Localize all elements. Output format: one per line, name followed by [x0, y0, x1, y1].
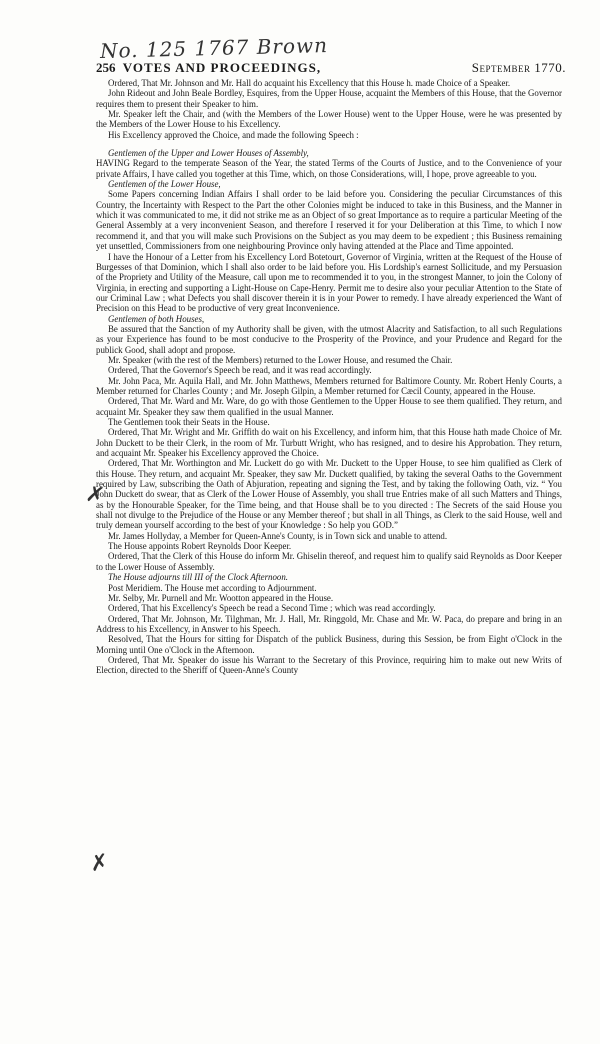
paragraph: Resolved, That the Hours for sitting for Dispatch of the publick Business, during this Session, be from Eight o'Clock in the Morning until One o'Clock in the Afternoon. [96, 634, 562, 655]
paragraph: Mr. Selby, Mr. Purnell and Mr. Wootton appeared in the House. [108, 592, 334, 603]
running-header [96, 60, 566, 76]
paragraph: Ordered, That Mr. Wright and Mr. Griffith do wait on his Excellency, and inform him, that this House hath made Choice of Mr. John Duckett to be their Clerk, in the room of Mr. Turbutt Wright, who has resigned, and to desire his Approbation. They return, and acquaint Mr. Speaker his Excellency approved the Choice. [96, 427, 562, 459]
paragraph: Mr. James Hollyday, a Member for Queen-Anne's County, is in Town sick and unable to attend. [108, 530, 448, 541]
manuscript-annotation: No. 125 1767 Brown [99, 33, 329, 63]
paragraph: Ordered, That the Governor's Speech be read, and it was read accordingly. [108, 365, 372, 376]
paragraph: Ordered, That Mr. Johnson, Mr. Tilghman, Mr. J. Hall, Mr. Ringgold, Mr. Chase and Mr. W. Paca, do prepare and bring in an Address to his Excellency, in Answer to his Speech. [96, 613, 562, 634]
salutation: Gentlemen of the Upper and Lower Houses of Assembly, [108, 148, 309, 159]
paragraph: Mr. Speaker left the Chair, and (with the Members of the Lower House) went to the Upper House, were he was presented by the Members of the Lower House to his Excellency. [96, 109, 562, 130]
paragraph: I have the Honour of a Letter from his Excellency Lord Botetourt, Governor of Virginia, written at the Request of the House of Burgesses of that Dominion, which I shall also order to be laid before you. His Lordship's earnest Sollicitude, and my Persuasion of the Propriety and Utility of the Measure, call upon me to recommended it to you, in the strongest Manner, to join the Colony of Virginia, in erecting and supporting a Light-House on Cape-Henry. Permit me to desire also your peculiar Attention to the State of our Criminal Law ; what Defects you shall discover therein it is in your Power to remedy. I have already experienced the Want of Precision on this Head to be productive of very great Inconvenience. [96, 251, 562, 314]
page-number: 256 [96, 60, 116, 75]
paragraph: His Excellency approved the Choice, and made the following Speech : [108, 129, 359, 140]
header-date: September 1770. [471, 60, 566, 75]
salutation: Gentlemen of the Lower House, [108, 179, 221, 190]
paragraph: Ordered, That his Excellency's Speech be read a Second Time ; which was read accordingly. [108, 603, 436, 614]
document-body [96, 78, 562, 676]
paragraph: Ordered, That Mr. Johnson and Mr. Hall do acquaint his Excellency that this House h. made Choice of a Speaker. [108, 78, 511, 88]
paragraph: The House appoints Robert Reynolds Door Keeper. [108, 541, 292, 552]
paragraph: John Rideout and John Beale Bordley, Esquires, from the Upper House, acquaint the Members of this House, that the Governor requires them to present their Speaker to him. [96, 88, 562, 109]
paragraph: Post Meridiem. The House met according to Adjournment. [108, 582, 317, 593]
paragraph: Some Papers concerning Indian Affairs I shall order to be laid before you. Considering the peculiar Circumstances of this Country, the Incertainty with Respect to the Part the other Colonies might be induced to take in this Business, and the Manner in which it was communicated to me, it did not strike me as an Object of so great Importance as to require a particular Meeting of the General Assembly at a very inconvenient Season, and therefore I reserved it for your Deliberation at this Time, to which I now recommend it, and that you will make such Provisions on the Subject as you may deem to be expedient ; this Business remaining yet unsettled, Commissioners from one neighbouring Province only having attended at the Place and Time appointed. [96, 189, 562, 252]
paragraph: The Gentlemen took their Seats in the House. [108, 417, 270, 427]
salutation: Gentlemen of both Houses, [108, 313, 205, 324]
paragraph: Mr. Speaker (with the rest of the Members) returned to the Lower House, and resumed the Chair. [108, 354, 453, 365]
paragraph: Ordered, That Mr. Worthington and Mr. Luckett do go with Mr. Duckett to the Upper House, to see him qualified as Clerk of this House. They return, and acquaint Mr. Speaker, they saw Mr. Duckett qualified, by taking the several Oaths to the Government required by Law, subscribing the Oath of Abjuration, repeating and signing the Test, and by taking the following Oath, viz. “ You John Duckett do swear, that as Clerk of the Lower House of Assembly, you shall true Entries make of all such Matters and Things, as by the Honourable Speaker, for the Time being, and that House shall be to you directed : The Secrets of the said House you shall not divulge to the Prejudice of the House or any Member thereof ; but shall in all Things, as Clerk to the said House, well and truly demean yourself according to the best of your Knowledge : So help you GOD.” [96, 458, 562, 531]
paragraph: Ordered, That Mr. Speaker do issue his Warrant to the Secretary of this Province, requiring him to make out new Writs of Election, directed to the Sheriff of Queen-Anne's County [96, 654, 562, 676]
paragraph: Mr. John Paca, Mr. Aquila Hall, and Mr. John Matthews, Members returned for Baltimore County. Mr. Robert Henly Courts, a Member returned for Charles County ; and Mr. Joseph Gilpin, a Member returned for Cæcil County, appeared in the House. [96, 375, 562, 396]
page-title: VOTES AND PROCEEDINGS, [122, 60, 322, 75]
pen-cross-mark: ✗ [84, 480, 107, 509]
paragraph: Be assured that the Sanction of my Authority shall be given, with the utmost Alacrity and Satisfaction, to all such Regulations as your Experience has found to be most conducive to the Prosperity of the Province, and your Prudence and Regard for the publick Good, shall adopt and propose. [96, 323, 562, 355]
pen-cross-mark: ✗ [88, 848, 111, 877]
paragraph: Ordered, That Mr. Ward and Mr. Ware, do go with those Gentlemen to the Upper House to see them qualified. They return, and acquaint Mr. Speaker they saw them qualified in the usual Manner. [96, 396, 562, 417]
paragraph: Ordered, That the Clerk of this House do inform Mr. Ghiselin thereof, and request him to qualify said Reynolds as Door Keeper to the Lower House of Assembly. [96, 551, 562, 572]
paragraph: The House adjourns till III of the Clock Afternoon. [108, 572, 289, 583]
speech-opening: HAVING Regard to the temperate Season of the Year, the stated Terms of the Courts of Justice, and to the Convenience of your private Affairs, I have called you together at this Time, which, on those Considerations, will, I hope, prove agreeable to you. [96, 158, 562, 179]
